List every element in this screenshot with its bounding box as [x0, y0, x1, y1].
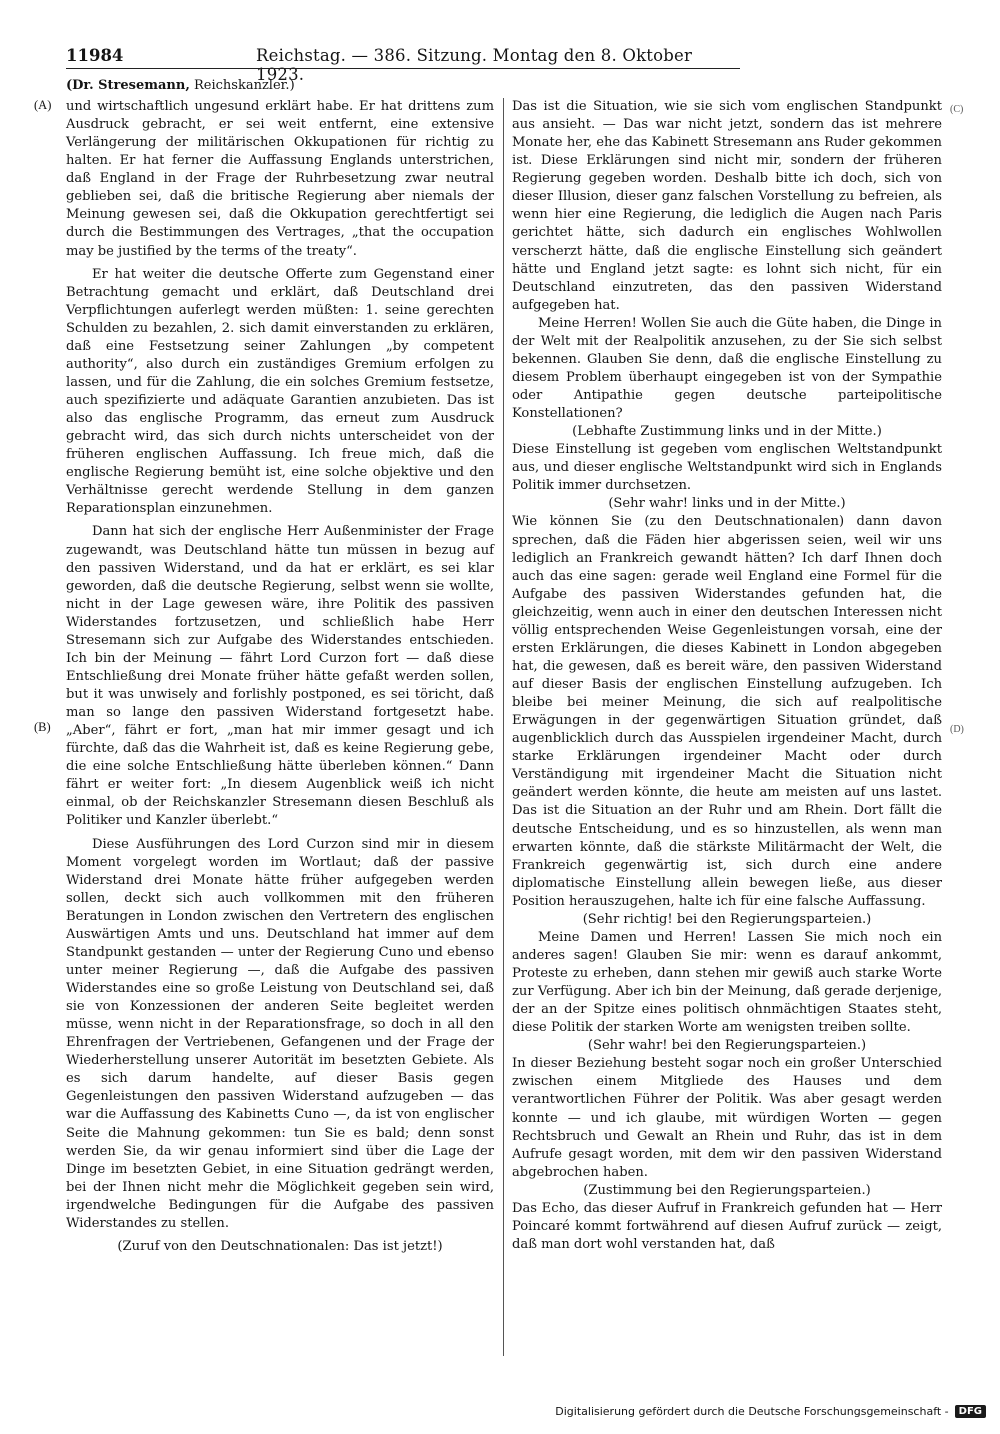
footer-text: Digitalisierung gefördert durch die Deutsche Forschungsgemeinschaft - — [555, 1405, 949, 1418]
reaction: (Sehr wahr! links und in der Mitte.) — [608, 496, 846, 512]
right-column — [512, 98, 942, 1254]
interjection: (Zuruf von den Deutschnationalen: Das ist jetzt!) — [117, 1238, 443, 1254]
reaction: (Lebhafte Zustimmung links und in der Mitte.) — [572, 424, 882, 440]
reaction: (Sehr richtig! bei den Regierungsparteien.) — [582, 911, 872, 927]
reaction: (Sehr wahr! bei den Regierungsparteien.) — [587, 1038, 867, 1054]
column-divider — [503, 98, 504, 1356]
digitization-footer — [555, 1405, 986, 1418]
page-header — [66, 44, 740, 84]
header-rule — [66, 68, 740, 69]
paragraph: Diese Einstellung ist gegeben vom englischen Weltstandpunkt aus, und dieser englische Weltstandpunkt wird sich in Englands Politik immer durchsetzen. — [512, 442, 942, 494]
paragraph: Das ist die Situation, wie sie sich vom englischen Standpunkt aus ansieht. — Das war nicht jetzt, sondern das ist mehrere Monate her, ehe das Kabinett Stresemann ans Ruder gekommen ist. Diese Erklärungen sind nicht mir, sondern der früheren Regierung gegeben worden. Deshalb bitte ich doch, sich von dieser Illusion, dieser ganz falschen Vorstellung zu befreien, als wenn hier eine Regierung, die lediglich die Augen nach Paris gerichtet hätte, sich dadurch ein englisches Wohlwollen verscherzt hätte, daß die englische Einstellung sich geändert hätte und England jetzt sagte: es lohnt sich nicht, für ein Deutschland einzutreten, das den passiven Widerstand aufgegeben hat. — [512, 99, 942, 313]
margin-marker-c: (C) — [950, 104, 964, 115]
speaker-label — [66, 78, 295, 93]
speaker-name: (Dr. Stresemann, — [66, 78, 190, 93]
page-number: 11984 — [66, 46, 124, 65]
paragraph: Meine Damen und Herren! Lassen Sie mich noch ein anderes sagen! Glauben Sie mir: wenn es darauf ankommt, Proteste zu erheben, dann stehen mir gewiß auch starke Worte zur Verfügung. Aber ich bin der Meinung, daß gerade derjenige, der an der Spitze eines politisch ohnmächtigen Staates steht, diese Politik der starken Worte am wenigsten treiben sollte. — [512, 929, 942, 1036]
paragraph: Er hat weiter die deutsche Offerte zum Gegenstand einer Betrachtung gemacht und erklärt, daß Deutschland drei Verpflichtungen auferlegt werden müßten: 1. seine gerechten Schulden zu bezahlen, 2. sich damit einverstanden zu erklären, daß eine Festsetzung seiner Zahlungen „by competent authority“, also durch ein zuständiges Gremium erfolgen zu lassen, und für die Zahlung, die ein solches Gremium festsetze, auch spezifizierte und adäquate Garantien anzubieten. Das ist also das englische Programm, das erneut zum Ausdruck gebracht wird, das sich durch nichts unterscheidet von der früheren englischen Auffassung. Ich freue mich, daß die englische Regierung bemüht ist, eine solche objektive und den Verhältnisse gerecht werdende Stellung in dem ganzen Reparationsplan einzunehmen. — [66, 266, 494, 517]
left-column — [66, 98, 494, 1256]
paragraph: Wie können Sie (zu den Deutschnationalen) dann davon sprechen, daß die Fäden hier abgerissen seien, weil wir uns lediglich an Frankreich gewandt hätten? Ich darf Ihnen doch auch das eine sagen: gerade weil England eine Formel für die Aufgabe des passiven Widerstandes gefunden hat, die gleichzeitig, wenn auch in einer den deutschen Interessen nicht völlig entsprechenden Weise Gegenleistungen vorsah, eine der ersten Erklärungen, die dieses Kabinett in London abgegeben hat, die gewesen, daß es bereit wäre, den passiven Widerstand auf dieser Basis der englischen Einstellung aufzugeben. Ich bleibe bei meiner Meinung, die sich auf realpolitische Erwägungen in der gegenwärtigen Situation gründet, daß augenblicklich durch das Ausspielen irgendeiner Macht, durch starke Erklärungen irgendeiner Macht oder durch Verständigung mit irgendeiner Macht die Situation nicht geändert werden könnte, die heute am meisten auf uns lastet. Das ist die Situation an der Ruhr und am Rhein. Dort fällt die deutsche Entscheidung, und es so hinzustellen, als wenn man erwarten könnte, daß die stärkste Militärmacht der Welt, die Frankreich gegenwärtig ist, sich durch eine andere diplomatische Einstellung allein bewegen ließe, aus dieser Position herauszugehen, halte ich für eine falsche Auffassung. — [512, 514, 942, 909]
paragraph: Diese Ausführungen des Lord Curzon sind mir in diesem Moment vorgelegt worden im Wortlaut; daß der passive Widerstand drei Monate hätte früher aufgegeben werden sollen, deckt sich auch vollkommen mit den früheren Beratungen in London zwischen den Vertretern des englischen Auswärtigen Amts und uns. Deutschland hat immer auf dem Standpunkt gestanden — unter der Regierung Cuno und ebenso unter meiner Regierung —, daß die Aufgabe des passiven Widerstandes eine so große Leistung von Deutschland sei, daß sie von Konzessionen der anderen Seite begleitet werden müsse, wenn nicht in der Reparationsfrage, so doch in all den Ehrenfragen der Vertriebenen, Gefangenen und der Frage der Wiederherstellung unserer Autorität im besetzten Gebiete. Als es sich darum handelte, auf dieser Basis gegen Gegenleistungen den passiven Widerstand aufzugeben — das war die Auffassung des Kabinetts Cuno —, da ist von englischer Seite die Mahnung gekommen: tun Sie es bald; denn sonst werden Sie, da wir genau informiert sind über die Lage der Dinge im besetzten Gebiet, in eine Situation gedrängt werden, bei der Ihnen nicht mehr die Möglichkeit gegeben sein wird, irgendwelche Bedingungen für die Aufgabe des passiven Widerstandes zu stellen. — [66, 836, 494, 1231]
margin-marker-b: (B) — [34, 720, 51, 734]
reaction: (Zustimmung bei den Regierungsparteien.) — [583, 1182, 871, 1198]
paragraph: Meine Herren! Wollen Sie auch die Güte haben, die Dinge in der Welt mit der Realpolitik anzusehen, zu der Sie sich selbst bekennen. Glauben Sie denn, daß die englische Einstellung zu diesem Problem überhaupt eingegeben ist von der Sympathie oder Antipathie gegen deutsche parteipolitische Konstellationen? — [512, 315, 942, 422]
paragraph: und wirtschaftlich ungesund erklärt habe. Er hat drittens zum Ausdruck gebracht, er sei weit entfernt, eine extensive Verlängerung der militärischen Okkupationen für richtig zu halten. Er hat ferner die Auffassung Englands unterstrichen, daß England in der Frage der Ruhrbesetzung zwar neutral geblieben sei, daß die britische Regierung aber niemals der Meinung gewesen sei, daß die Okkupation gerechtfertigt sei durch die Bestimmungen des Vertrages, „that the occupation may be justified by the terms of the treaty“. — [66, 99, 494, 259]
running-title: Reichstag. — 386. Sitzung. Montag den 8. Oktober 1923. — [256, 46, 693, 84]
paragraph: In dieser Beziehung besteht sogar noch ein großer Unterschied zwischen einem Mitgliede des Hauses und dem verantwortlichen Führer der Politik. Was aber gesagt werden konnte — und ich glaube, mit würdigen Worten — gegen Rechtsbruch und Gewalt an Rhein und Ruhr, das ist in dem Aufrufe gesagt worden, mit dem wir den passiven Widerstand abgebrochen haben. — [512, 1056, 942, 1180]
dfg-logo: DFG — [955, 1405, 986, 1418]
margin-marker-d: (D) — [950, 724, 964, 735]
paragraph: Dann hat sich der englische Herr Außenminister der Frage zugewandt, was Deutschland hätte tun müssen in bezug auf den passiven Widerstand, und da hat er erklärt, es sei klar geworden, daß die deutsche Regierung, selbst wenn sie wollte, nicht in der Lage gewesen wäre, ihre Politik des passiven Widerstandes fortzusetzen, und schließlich habe Herr Stresemann sich zur Aufgabe des Widerstandes entschieden. Ich bin der Meinung — fährt Lord Curzon fort — daß diese Entschließung drei Monate früher hätte gefaßt werden sollen, but it was unwisely and forlishly postponed, es sei töricht, daß man so lange den passiven Widerstand fortgesetzt habe. „Aber“, fährt er fort, „man hat mir immer gesagt und ich fürchte, daß das die Wahrheit ist, daß es keine Regierung gebe, die eine solche Entschließung hätte überleben können.“ Dann fährt er weiter fort: „In diesem Augenblick weiß ich nicht einmal, ob der Reichskanzler Stresemann diesen Beschluß als Politiker und Kanzler überlebt.“ — [66, 524, 494, 829]
paragraph: Das Echo, das dieser Aufruf in Frankreich gefunden hat — Herr Poincaré kommt fortwährend auf diesen Aufruf zurück — zeigt, daß man dort wohl verstanden hat, daß — [512, 1200, 942, 1252]
speaker-role: Reichskanzler.) — [193, 78, 295, 93]
margin-marker-a: (A) — [34, 98, 52, 112]
